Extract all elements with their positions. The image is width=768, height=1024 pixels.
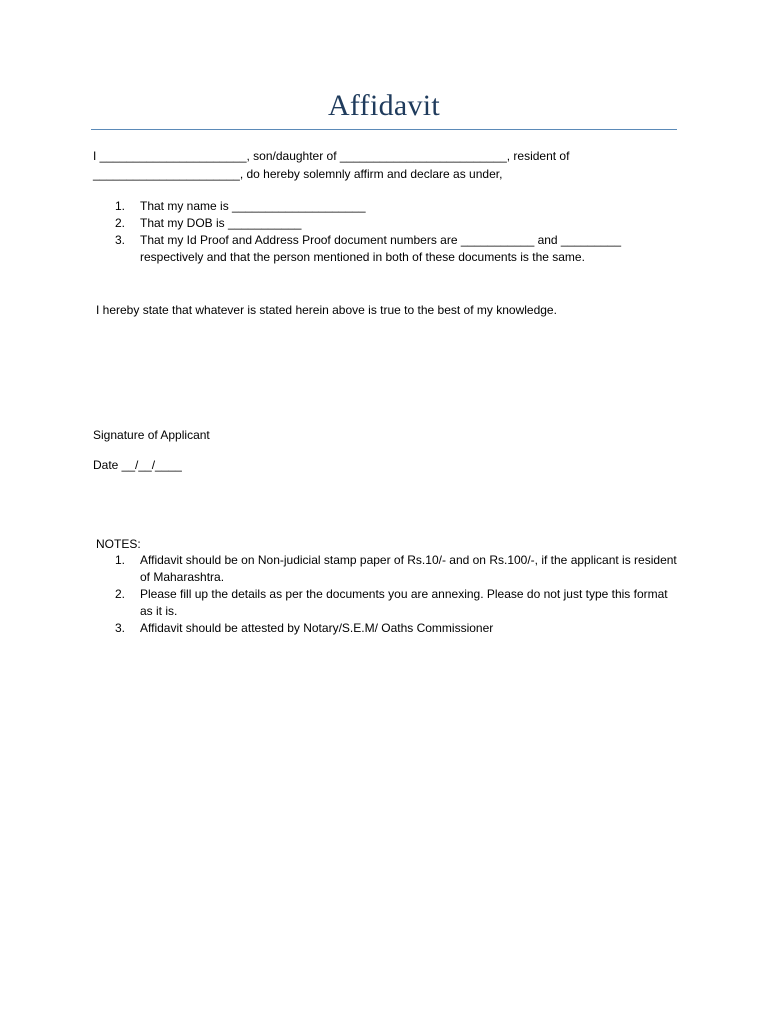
signature-label: Signature of Applicant bbox=[93, 428, 210, 442]
declaration-number: 3. bbox=[115, 233, 126, 247]
declaration-text: That my Id Proof and Address Proof document numbers are ___________ and _________ respectively and that the person mentioned in both of these documents is the same. bbox=[140, 233, 621, 264]
notes-heading: NOTES: bbox=[96, 537, 141, 551]
declarations-list bbox=[115, 198, 675, 266]
knowledge-statement: I hereby state that whatever is stated herein above is true to the best of my knowledge. bbox=[96, 303, 557, 317]
declaration-item bbox=[115, 232, 660, 266]
declaration-number: 1. bbox=[115, 199, 126, 213]
note-text: Affidavit should be on Non-judicial stamp paper of Rs.10/- and on Rs.100/-, if the applicant is resident of Maharashtra. bbox=[140, 553, 677, 584]
note-text: Affidavit should be attested by Notary/S.E.M/ Oaths Commissioner bbox=[140, 621, 494, 635]
notes-list bbox=[115, 552, 680, 637]
note-number: 2. bbox=[115, 587, 126, 601]
declaration-text: That my name is ____________________ bbox=[140, 199, 366, 213]
intro-line-1: I ______________________, son/daughter of _________________________, resident of bbox=[93, 149, 570, 163]
note-item bbox=[115, 586, 680, 620]
note-text: Please fill up the details as per the documents you are annexing. Please do not just type this format as it is. bbox=[140, 587, 668, 618]
document-title: Affidavit bbox=[327, 89, 441, 122]
declaration-text: That my DOB is ___________ bbox=[140, 216, 302, 230]
intro-line-2: ______________________, do hereby solemnly affirm and declare as under, bbox=[93, 167, 503, 181]
note-number: 1. bbox=[115, 553, 126, 567]
title-divider bbox=[91, 129, 677, 130]
note-item bbox=[115, 620, 680, 637]
note-item bbox=[115, 552, 680, 586]
declaration-number: 2. bbox=[115, 216, 126, 230]
declaration-item bbox=[115, 198, 675, 215]
note-number: 3. bbox=[115, 621, 126, 635]
date-label: Date __/__/____ bbox=[93, 458, 182, 472]
declaration-item bbox=[115, 215, 675, 232]
